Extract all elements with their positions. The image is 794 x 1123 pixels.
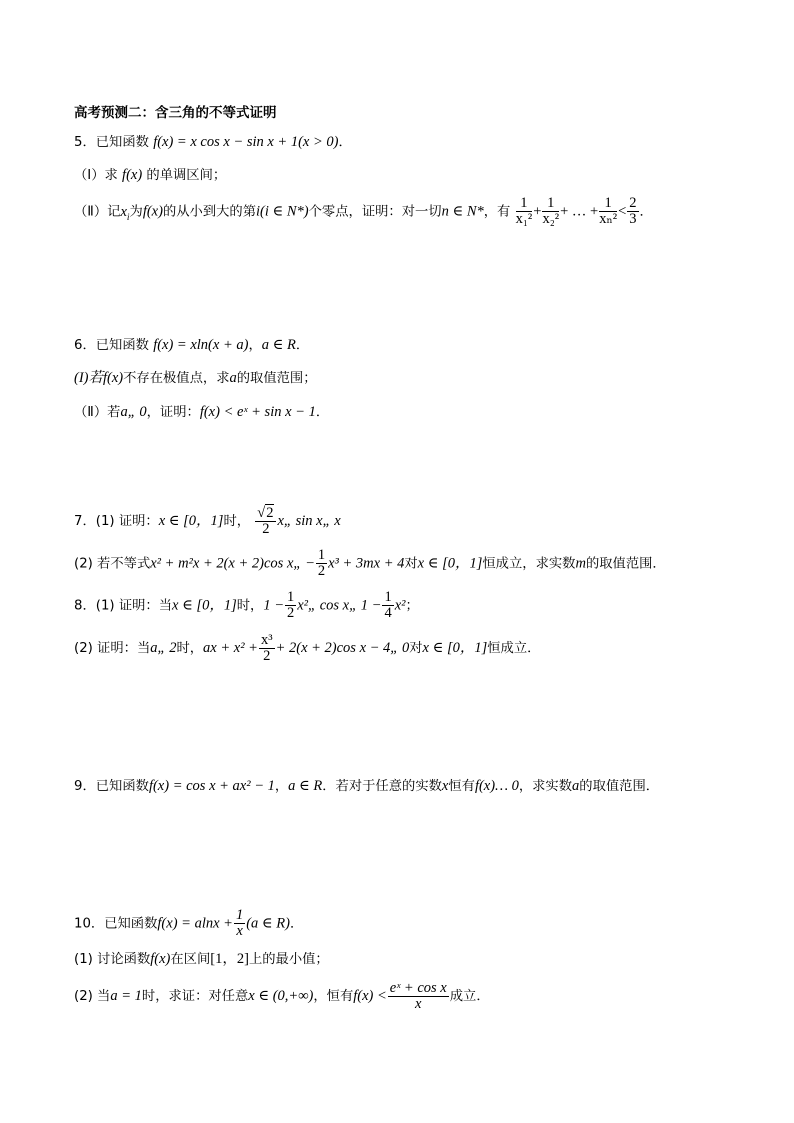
problem-9: 9．已知函数f(x) = cos x + ax² − 1，a ∈ R．若对于任意的实数x恒有f(x)… 0，求实数a的取值范围． xyxy=(74,778,660,794)
p5-frac-2: $\frac{1}{\text{x₂²}}$ xyxy=(542,195,560,227)
p8-1-text-2: 时， xyxy=(236,598,264,614)
p5-ii-text-2: 为 xyxy=(129,204,143,220)
p10-a-in-r: (a ∈ R) xyxy=(246,915,290,932)
p8-1-range: x ∈ [0，1] xyxy=(172,597,237,614)
p5-i-prefix: （Ⅰ）求 xyxy=(74,168,118,183)
problem-5-part-i xyxy=(74,164,226,187)
p6-ii-text-2: ，证明： xyxy=(146,405,200,420)
p6-intro-text: 6．已知函数 xyxy=(74,338,149,353)
p5-intro-text: 5．已知函数 xyxy=(74,135,149,150)
p10-1-interval: [1，2] xyxy=(210,951,249,967)
p6-intro-math: f(x) = xln(x + a) xyxy=(153,337,249,353)
p5-frac-1: $\frac{1}{\text{x₁²}}$ xyxy=(515,195,533,227)
p10-2-text-4: 成立． xyxy=(449,989,490,1004)
p6-i-text-3: 的取值范围； xyxy=(236,371,317,386)
p8-1-m-c: x² xyxy=(394,597,406,614)
p5-ii-index: i(i ∈ N*) xyxy=(256,203,309,220)
p5-ii-n: n ∈ N* xyxy=(441,203,484,220)
p7-2-lhs: x² + m²x + 2(x + 2)cos x„ − xyxy=(150,555,315,572)
p10-fx: f(x) = alnx + xyxy=(157,915,233,932)
problem-7-part-2 xyxy=(74,548,666,580)
p10-2-text-3: ，恒有 xyxy=(313,989,354,1004)
problem-7-part-1 xyxy=(74,505,341,538)
p6-ii-ineq: f(x) < eˣ + sin x − 1 xyxy=(199,404,316,420)
p6-i-a: a xyxy=(229,370,237,386)
p8-1-end: ； xyxy=(405,598,419,614)
p7-1-range: x ∈ [0，1] xyxy=(158,513,224,529)
p6-intro-math-2: a ∈ R xyxy=(261,337,296,353)
p9-x: x xyxy=(441,778,449,794)
p10-2-frac: $\frac{\text{eˣ + cos x}}{x}$ xyxy=(389,979,447,1012)
p7-sqrt2-over-2: $\frac{√2}{2}$ xyxy=(255,506,276,537)
p5-ii-text-3: 的从小到大的第 xyxy=(162,204,257,220)
problem-6-part-ii: （Ⅱ）若a„ 0，证明：f(x) < eˣ + sin x − 1． xyxy=(74,404,330,420)
p6-i-text-2: 不存在极值点，求 xyxy=(123,371,230,386)
p9-fx: f(x) = cos x + ax² − 1 xyxy=(148,778,275,794)
p8-2-text-2: 时， xyxy=(176,641,204,656)
p8-2-m-b: + 2(x + 2)cos x − 4„ 0 xyxy=(275,640,410,656)
p9-a: a xyxy=(572,778,580,794)
p8-1-m-b: x²„ cos x„ 1 − xyxy=(297,597,382,614)
p8-2-frac: $\frac{\text{x³}}{2}$ xyxy=(260,631,273,664)
p5-i-suffix: 的单调区间； xyxy=(146,168,227,183)
p7-1-prefix: 7．(1) 证明： xyxy=(74,514,159,529)
p5-intro-math: f(x) = x cos x − sin x + 1(x > 0) xyxy=(153,134,339,150)
p7-2-text-3: 恒成立，求实数 xyxy=(482,556,576,572)
p7-1-ineq: x„ sin x„ x xyxy=(277,513,341,529)
p5-ii-fx: f(x) xyxy=(142,203,163,220)
p8-2-text-3: 对 xyxy=(409,641,423,656)
p10-frac: $\frac{1}{x}$ xyxy=(235,907,244,939)
p10-2-range: x ∈ (0,+∞) xyxy=(248,988,314,1004)
section-title: 高考预测二：含三角的不等式证明 xyxy=(74,105,277,121)
p5-lt: < xyxy=(618,203,627,220)
p8-1-frac-2: $\frac{1}{4}$ xyxy=(384,589,392,621)
p8-1-prefix: 8．(1) 证明：当 xyxy=(74,598,173,614)
p7-2-prefix: (2) 若不等式 xyxy=(74,556,151,572)
p5-ii-text-5: ，有 xyxy=(483,204,511,220)
p7-2-m: m xyxy=(575,555,586,572)
p5-frac-3: $\frac{1}{\text{xₙ²}}$ xyxy=(599,195,618,227)
problem-6-intro: 6．已知函数 f(x) = xln(x + a)，a ∈ R． xyxy=(74,337,310,353)
problem-8-part-2 xyxy=(74,632,540,665)
p7-2-frac: $\frac{1}{2}$ xyxy=(317,547,326,579)
problem-10-part-2 xyxy=(74,980,490,1013)
p10-2-fx: f(x) < xyxy=(353,988,387,1004)
p9-text-5: ，求实数 xyxy=(518,779,573,794)
problem-5-intro: 5．已知函数 f(x) = x cos x − sin x + 1(x > 0)． xyxy=(74,134,352,150)
p9-text-1: 9．已知函数 xyxy=(74,779,149,794)
p7-2-range: x ∈ [0，1] xyxy=(417,555,483,572)
p8-2-cond: a„ 2 xyxy=(150,640,177,656)
p9-text-6: 的取值范围． xyxy=(579,779,660,794)
p10-1-fx: f(x) xyxy=(150,951,171,967)
p10-1-text-2: 在区间 xyxy=(170,952,211,967)
problem-6-part-i xyxy=(74,367,317,390)
p6-i-prefix: (I)若 xyxy=(74,370,103,386)
p10-2-cond: a = 1 xyxy=(110,988,142,1004)
p8-1-frac-1: $\frac{1}{2}$ xyxy=(287,589,295,621)
p8-2-text-4: 恒成立． xyxy=(487,641,541,656)
p9-a-in-r: a ∈ R xyxy=(288,778,323,794)
p7-2-rhs: x³ + 3mx + 4 xyxy=(328,555,405,572)
p5-frac-4: $\frac{2}{3}$ xyxy=(629,195,637,227)
p8-2-m-a: ax + x² + xyxy=(203,640,258,656)
p6-ii-prefix: （Ⅱ）若 xyxy=(74,405,121,420)
p5-i-math: f(x) xyxy=(122,167,143,183)
p9-text-3: ．若对于任意的实数 xyxy=(322,779,442,794)
p10-1-text-3: 上的最小值； xyxy=(248,952,329,967)
p10-2-text-2: 时，求证：对任意 xyxy=(141,989,249,1004)
p5-dots: + … + xyxy=(560,203,599,220)
p7-2-text-2: 对 xyxy=(404,556,418,572)
p8-2-range: x ∈ [0，1] xyxy=(422,640,488,656)
p6-ii-cond: a„ 0 xyxy=(120,404,147,420)
p10-1-prefix: (1) 讨论函数 xyxy=(74,952,151,967)
problem-8-part-1 xyxy=(74,590,419,622)
p8-2-prefix: (2) 证明：当 xyxy=(74,641,151,656)
p5-ii-x-i: $x_i$ xyxy=(120,203,130,223)
p5-ii-text-4: 个零点，证明：对一切 xyxy=(308,204,442,220)
problem-10-part-1 xyxy=(74,948,329,971)
problem-10-intro: 10．已知函数f(x) = alnx + $\frac{1}{x}$ (a ∈ R)． xyxy=(74,907,304,939)
p8-1-m-a: 1 − xyxy=(263,597,284,614)
p10-2-prefix: (2) 当 xyxy=(74,989,111,1004)
p5-ii-text-1: （Ⅱ）记 xyxy=(74,204,121,220)
p10-text-1: 10．已知函数 xyxy=(74,916,158,932)
p7-2-text-4: 的取值范围． xyxy=(585,556,666,572)
p9-text-4: 恒有 xyxy=(448,779,475,794)
p6-i-fx: f(x) xyxy=(103,370,124,386)
p7-1-text-2: 时， xyxy=(223,514,251,529)
p9-cond: f(x)… 0 xyxy=(474,778,519,794)
problem-5-part-ii: （Ⅱ）记$x_i$为f(x)的从小到大的第i(i ∈ N*)个零点，证明：对一切n ∈ N*，有 $\frac{1}{\text{x₁²}}$ + $\frac{1}{\text{x₂²}}$ + … + $\frac{1}{\text{xₙ²}}$ < $\frac{2}{3}$ ． xyxy=(74,195,653,227)
